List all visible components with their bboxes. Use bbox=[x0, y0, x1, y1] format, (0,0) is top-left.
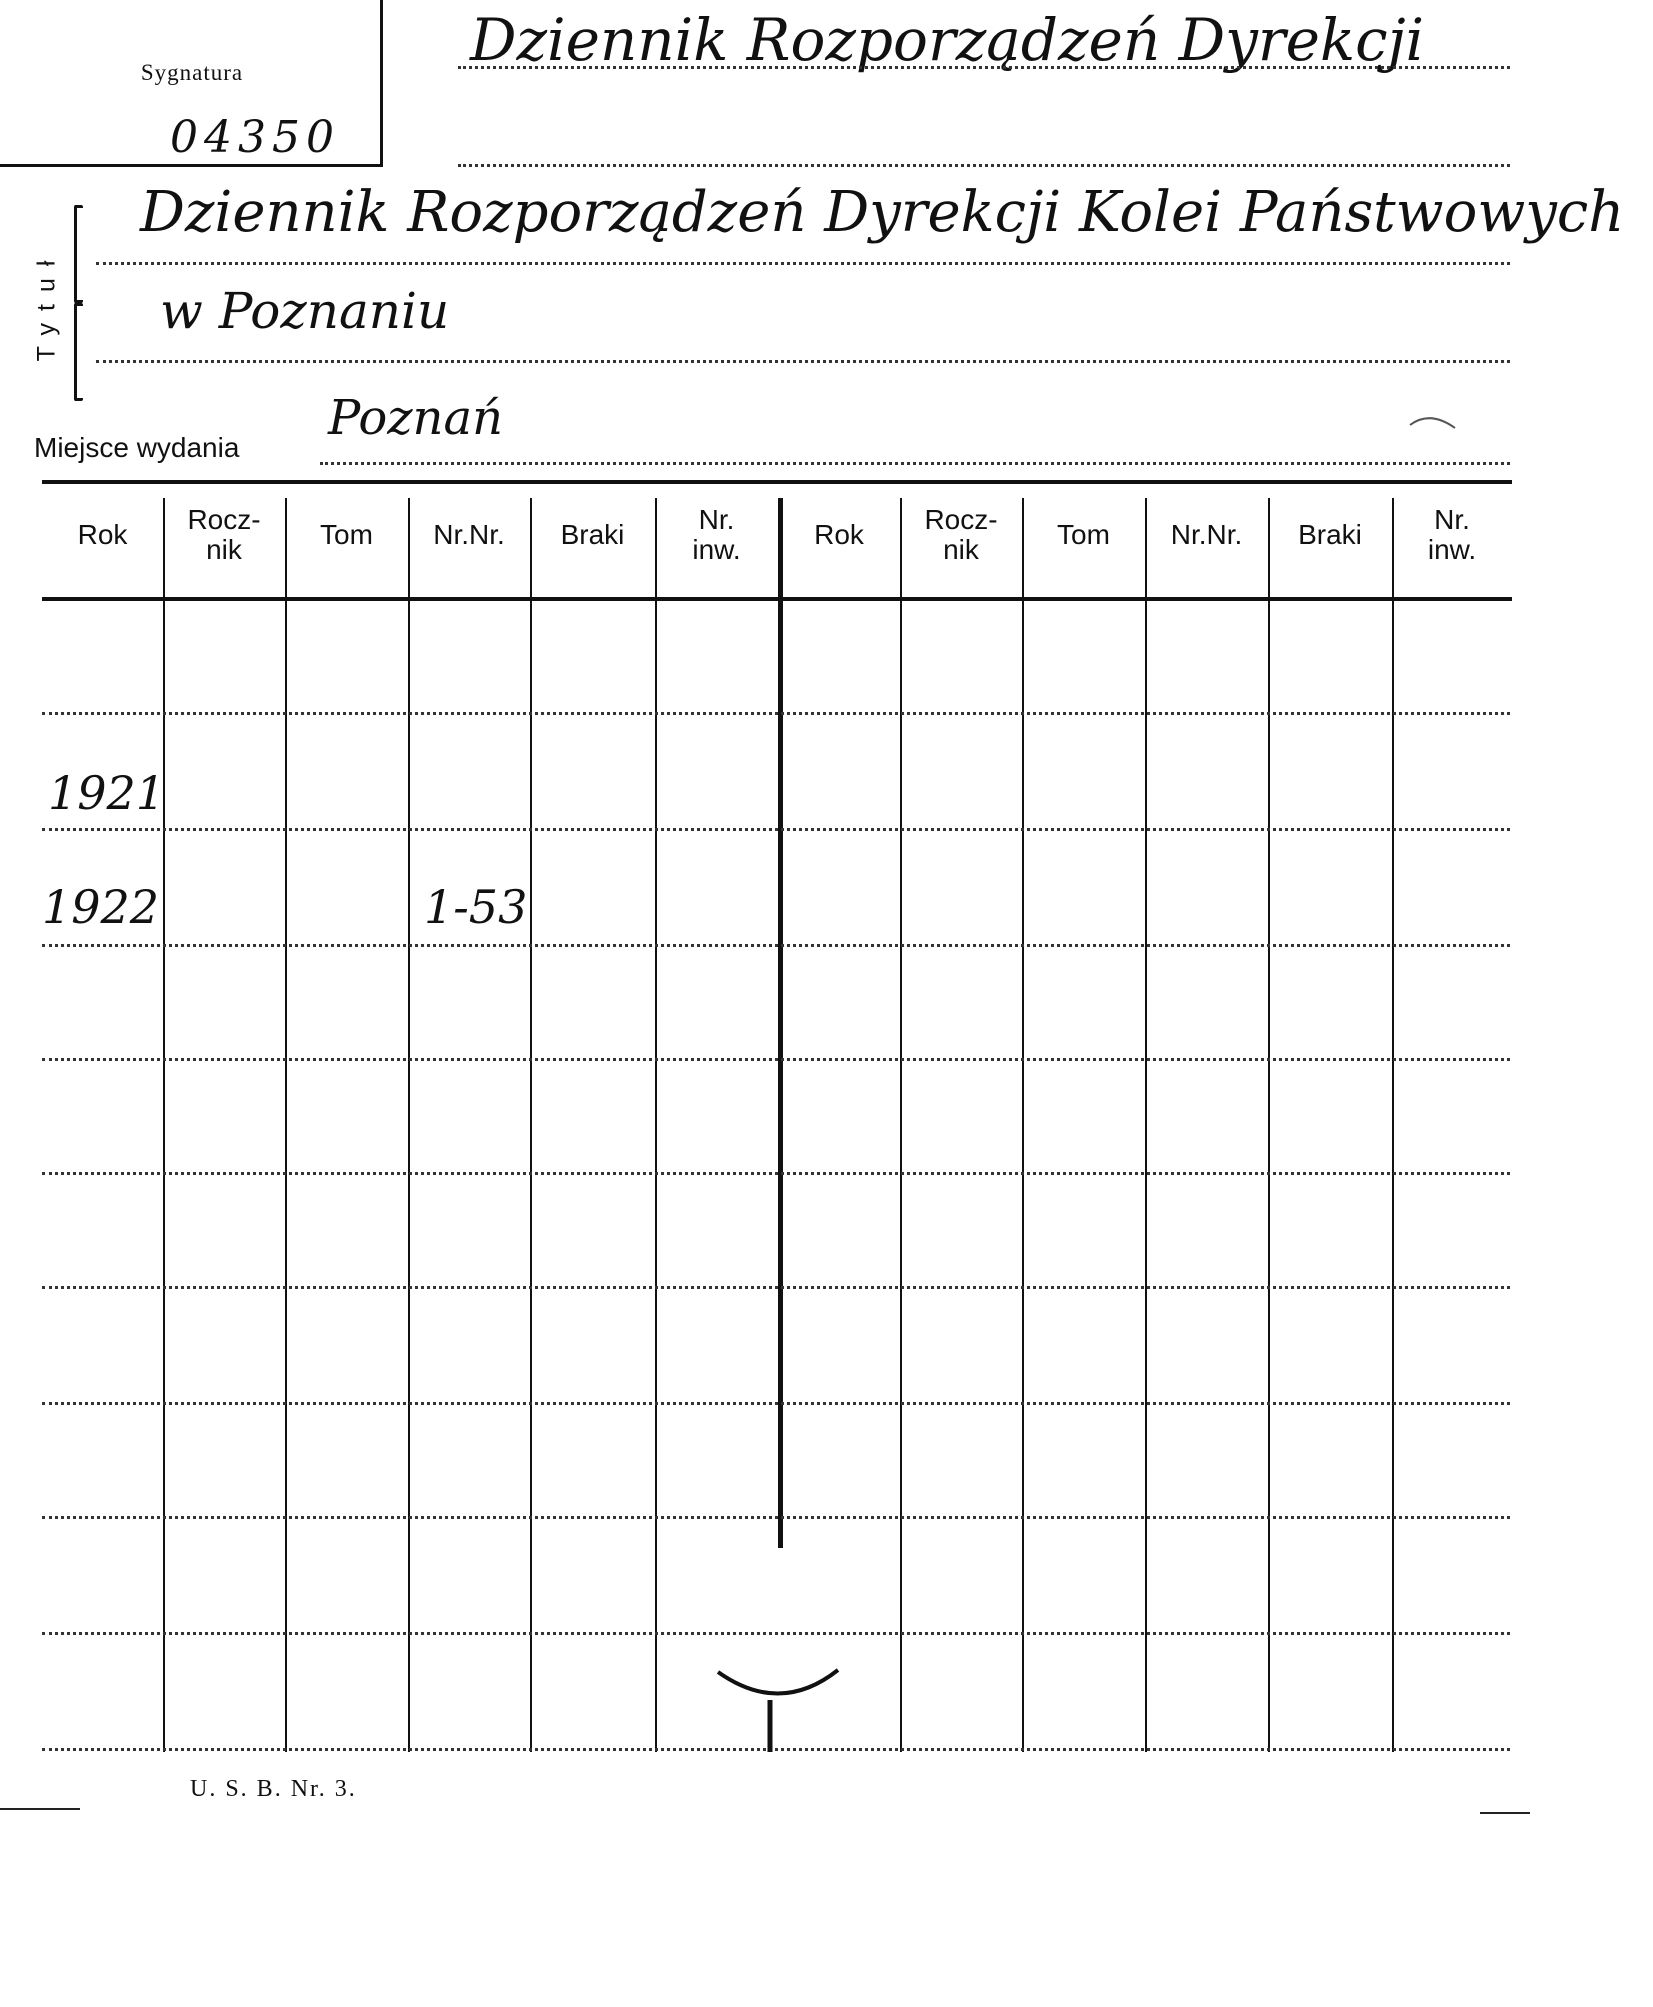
place-value: Poznań bbox=[328, 390, 503, 446]
entry-nrnr-1922: 1-53 bbox=[424, 880, 528, 934]
edge-mark-left bbox=[0, 1808, 80, 1810]
edge-mark-right bbox=[1480, 1812, 1530, 1814]
column-header: Tom bbox=[1057, 519, 1110, 550]
entry-rok-1921: 1921 bbox=[48, 766, 166, 820]
entry-rok-1922: 1922 bbox=[42, 880, 160, 934]
column-header: Rocz- nik bbox=[924, 504, 998, 565]
column-header: Nr. inw. bbox=[1427, 504, 1477, 565]
column-header: Rok bbox=[77, 519, 128, 550]
header-title: Dziennik Rozporządzeń Dyrekcji bbox=[470, 6, 1425, 74]
place-label: Miejsce wydania bbox=[34, 432, 240, 463]
column-header: Nr.Nr. bbox=[1170, 519, 1243, 550]
column-header: Nr.Nr. bbox=[433, 519, 505, 550]
sygnatura-value: 04350 bbox=[170, 112, 340, 163]
form-number: U. S. B. Nr. 3. bbox=[190, 1776, 357, 1802]
column-header: Nr. inw. bbox=[692, 504, 741, 565]
title-line-2: w Poznaniu bbox=[160, 282, 450, 340]
tytul-label: Tytuł bbox=[32, 248, 61, 362]
column-header: Braki bbox=[1298, 519, 1362, 550]
title-line-1: Dziennik Rozporządzeń Dyrekcji Kolei Państwowych bbox=[140, 180, 1625, 245]
column-header: Tom bbox=[320, 519, 373, 550]
column-header: Rok bbox=[814, 519, 864, 550]
column-header: Rocz- nik bbox=[187, 504, 261, 565]
column-header: Braki bbox=[560, 519, 625, 550]
sygnatura-label: Sygnatura bbox=[140, 60, 244, 85]
